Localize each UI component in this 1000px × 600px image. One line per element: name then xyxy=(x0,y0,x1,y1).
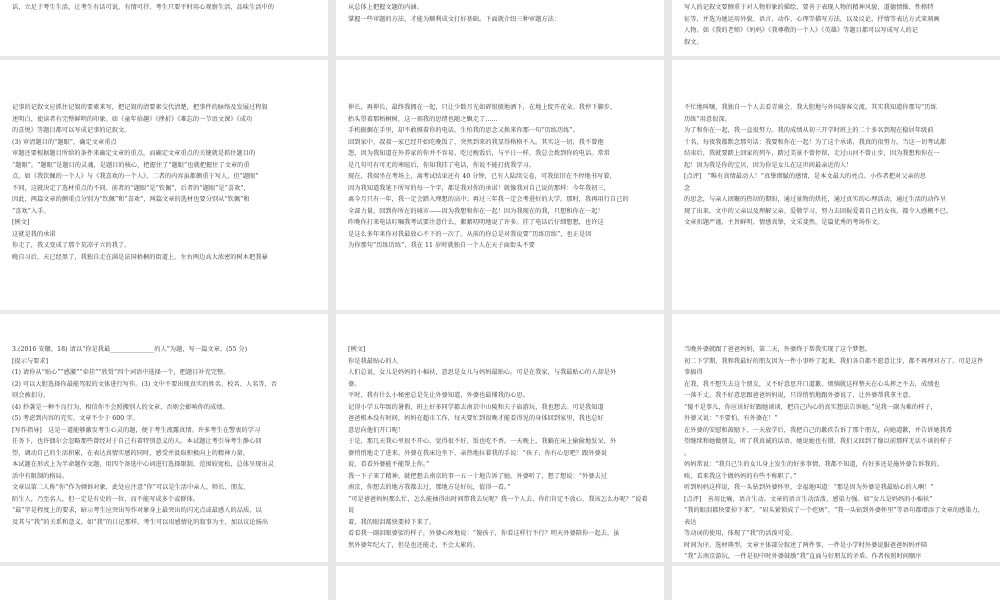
text-line: 陌生人，乃至名人，但一定是有史的一位，而不能写成多个或群体。 xyxy=(12,495,200,503)
text-line: 文章扣题严谨，主旨鲜明，情感真挚，文采斐然，是篇优秀的考场作文。 xyxy=(684,219,884,226)
text-line: “我的眼泪都快要掉下来”，“眉头紧锁成了一个疙瘩”，“我一头钻到外婆怀里”等语句都增添了文章的感染力，表达 xyxy=(684,507,984,526)
text-line: 等动词的使用，体现了“我”的活泼可爱。 xyxy=(684,530,797,537)
page-text xyxy=(348,314,652,551)
text-line: 不忙地叫嚷，我独自一个人去看青奥会，我大胆地与外国游客交流。其实我知道你那句“历练 xyxy=(684,104,937,111)
text-line: “最”字是程度上的要求，暗示考生应突出写作对象身上最突出的闪光点或最感人的品质，以 xyxy=(12,507,262,514)
text-line: (1) 请你从“贴心”“感激”“牵挂”“欣赏”四个词语中选择一个，把题目补充完整。 xyxy=(12,369,230,376)
text-line: 从总体上把握文题的内涵。 xyxy=(348,4,423,11)
text-line: 手机振掘在手里，却不敢摸着你的电话，生怕我的思念又换来你那一句“历练历练”。 xyxy=(348,127,579,134)
text-line: “喜欢”入手。 xyxy=(12,207,50,215)
page-r1-c1 xyxy=(0,0,328,56)
text-line: 人物。如《我的老师》《妈妈》《我尊敬的一个人》《英雄》等题目都可以写成写人的记 xyxy=(684,27,918,34)
page-text xyxy=(684,60,988,229)
text-line: 时间为序，选材典型。文章主体部分叙述了两件事，一件是小学时外婆说服爸爸妈妈并陪 xyxy=(684,541,928,549)
text-line: [提示与要求] xyxy=(12,357,49,365)
page-r2-c2 xyxy=(336,60,664,310)
text-line: 看看我一副泪眼婆娑的样子，外婆心疼地说：“傻孩子，你看这样行不行？明天外婆陪你一起去，虽 xyxy=(348,530,620,537)
text-line: 你是我最贴心的人 xyxy=(348,357,398,365)
text-line: 活中有限制的格局。 xyxy=(12,472,69,480)
text-line: 现了出来。文中的父亲以及理解父亲、爱敬学习，努力去回报爱着自己的女孩，都令人感概不已。 xyxy=(684,207,953,215)
page-r4-c3 xyxy=(672,566,1000,600)
page-r4-c1 xyxy=(0,566,328,600)
text-line: 婆。 xyxy=(348,380,361,388)
text-line: 记得小学五年级的暑假，班上好多同学都去南京中山陵和夫子庙游玩，我也想去。可是我知道 xyxy=(348,403,604,411)
text-line: 望，调动自己的生活积累，在表达真情实感的同时，感受并汲取积极向上的精神力量。 xyxy=(12,449,250,457)
text-line: [写作指导] 这是一道能够激发考生心灵的题，便于考生流露真情。许多考生在警衷的学习 xyxy=(12,426,261,434)
text-line: 唉，看来我这个做妈妈的有些不称职了。” xyxy=(684,472,797,480)
text-line: 任务下，也许偶尔会忽略那些曾经对于自己有着特别意义的人。本试题让考引导考生静心回 xyxy=(12,438,262,445)
page-r1-c3 xyxy=(672,0,1000,56)
text-line: 念 xyxy=(684,184,691,192)
text-line: 全部力量，回到你所在的城市——因为我想和你在一起！因为我现在的我，只想和你在一起！ xyxy=(348,207,604,215)
text-line: 是这么多年来你对我最放心不下的一次了。从前的你总是对我说要“历练历练”，也正是因 xyxy=(348,230,592,238)
text-line: “傻不是事儿，你应该好好跟她谈谈，把自己内心的真实想法告诉她。”见我一副为难的样子， xyxy=(684,403,937,411)
text-line: 抬头望着那梧桐树，这一刻我的思绪也随之飘走了…… xyxy=(348,115,498,123)
text-line: 点。如《我饮佩的一个人》与《我喜欢的一个人》，二者的内容虽都侧重于写人，但“题眼” xyxy=(12,173,259,180)
text-line: 的喜悦》等题目都可以写成记事的记叙文。 xyxy=(12,127,131,134)
text-line: 因此，两篇文章的侧重点分别为“钦佩”和“喜欢”，两篇文章的选材也要分别从“钦佩”和 xyxy=(12,196,250,203)
text-line: 着，我的眼泪都快要掉下来了。 xyxy=(348,518,436,526)
text-line: “题眼”。“题眼”是题目的灵魂，是题目的核心，把握住了“题眼”也就把握住了文章的重 xyxy=(12,161,250,169)
page-text xyxy=(12,0,316,14)
text-line: 当晚外婆就跟了爸爸妈妈，第二天，外婆终于帮我实现了这个梦想。 xyxy=(684,346,872,353)
text-line: 妈妈常说：“我自己生的女儿身上发生的好多事情，我都不知道，有好多还是施外婆告诉我的。 xyxy=(684,461,943,468)
text-line: 写人的记叙文要侧重于对人物形象的描绘，要善于表现人物的精神风貌、道德情操、性格特 xyxy=(684,4,934,11)
text-line: (3) 审清题目的“题眼”，确定文章重点 xyxy=(12,138,117,146)
page-r2-c3 xyxy=(672,60,1000,310)
page-r3-c3 xyxy=(672,314,1000,562)
text-line: 叙文。 xyxy=(684,38,703,46)
text-line: 记事的记叙文应抓住记叙的要素来写，把记叙的清要素交代清楚，把事件的脉络及发展过程叙 xyxy=(12,104,268,111)
page-r3-c1 xyxy=(0,314,328,562)
text-line: 外婆又说：“不要怕，有外婆在！” xyxy=(684,415,778,422)
text-line: 初二下学期，我和我最好的朋友因为一件小事吵了起来，我们各自都不愿意让步，都不再理对方了。可是这件事搞得 xyxy=(684,357,984,376)
text-line: 文章以第二人称“你”作为倾诉对象，此处应注意“你”可以是生活中亲人、师长、朋友、 xyxy=(12,484,250,491)
page-r1-c2 xyxy=(336,0,664,56)
text-line: 述明白，使读者有完整鲜明的印象。如《童年拾趣》《挫折》《难忘的一节语文课》《成功 xyxy=(12,115,253,123)
text-line: (2) 可以大胆选择你最能驾驭的文体进行写作。(3) 文中不要出现真实的姓名、校名、人名等，否 xyxy=(12,380,278,388)
page-text xyxy=(684,314,988,562)
text-line: 在我，我不想失去这个朋友，又不好意思开口道歉。烦恼就这样整天在心头挥之不去，成绩也 xyxy=(684,380,940,388)
text-line: 征等，并选为她运用外貌、语言、动作、心理等描写方法，以及议论、抒情等表达方式来刻画 xyxy=(684,15,940,23)
text-line: 3.(2016 安徽，18) 请以“你是我最______________的人”为题，写一篇文章。(55 分) xyxy=(12,346,248,353)
text-line: [例文] xyxy=(348,346,366,353)
text-line: 然外婆年纪大了，但是也还能走，不会太累的。 xyxy=(348,541,479,549)
page-text xyxy=(684,0,988,48)
text-line: 现在，我端坐在考场上，离考试结束还有 40 分钟，已有人陆续交卷，可我依旧在不停地书写着， xyxy=(348,173,616,180)
page-text xyxy=(348,0,652,25)
text-line: 。 xyxy=(684,449,691,457)
text-line: 望继续和她做朋友，听了我真诚的话语，她说她也有错，我们又回到了像以前那样无话不谈的样子 xyxy=(684,438,953,445)
text-line: 及其与“我”的关系和意义。如“我”的日记那样，考生可以用感情化的叙事为主，加以议论扬出 xyxy=(12,518,269,526)
text-line: 结束后，我就要踏上回家的列车，踏过美景不曾停留，走过山河不曾止步，因为我想和你在一 xyxy=(684,150,940,157)
text-line: 昨晚你打来电话叮嘱我考试要注意什么，絮絮叨叨地说了许多。挂了电话后仔细想想，也许这 xyxy=(348,219,604,226)
text-line: 是几句可有可无的寒暄后，你知我挂了电话，你说不能打扰我学习。 xyxy=(348,161,536,169)
text-line: 你走了，我又变成了那个荒凉孑立的我了。 xyxy=(12,242,131,249)
text-line: [点评] 善用比喻，语言生动。文章的语言生动活泼，感染力强。如“女儿是妈妈的小棉袄” xyxy=(684,495,933,503)
text-line: “可是爸爸妈妈那么忙，怎么能抽得出时间带我去玩呢？我一个人去，你们肯定不放心，我该怎么办呢？”说着说 xyxy=(348,495,648,514)
text-line: 于是，那几天我心里很不开心，觉得很不好，饭也吃不香。一天晚上，我躺在床上偷偷地发呆，外 xyxy=(348,438,617,445)
text-line: [点评] “唯有真情最动人！”真挚细腻的感情，是本文最大的亮点。小作者把对父亲的思 xyxy=(684,173,927,180)
text-line: 这就是我的承诺 xyxy=(12,230,56,238)
text-line: 平时，我有什么小秘密总是先让外婆知道，外婆也最懂我的心思。 xyxy=(348,392,529,399)
text-line: 晚自习后，天已经黑了，我独自走在满是法国梧桐的街道上。左右两边高大浓密的树木把我暴 xyxy=(12,253,268,261)
text-line: 回到家中，叔叔一家已经开始吃晚饭了，突然到来的我显得格格不入。其实这一切，我不曾抱 xyxy=(348,138,604,146)
text-line: 伸长，再伸长，最终我拥在一起，只让少数月光如碎银般地洒下，在地上绽开花朵。我停下脚步， xyxy=(348,104,617,111)
text-line: 南京，你想去的地方我都去过，那地方是好玩，值得一看。” xyxy=(348,484,511,491)
page-text xyxy=(12,314,316,528)
text-line: 婆悄悄地走了进来。外婆在我床边坐下，亲热地拉着我的手说：“孩子，你有心思吧？跟外婆说 xyxy=(348,449,607,457)
text-line: 掌握一些审题的方法，才能为顺利成文打好基础。下面就介绍三种审题方法： xyxy=(348,15,561,23)
text-line: 不同，这就决定了选材重点的不同。前者的“题眼”是“钦佩”，后者的“题眼”是“喜欢”， xyxy=(12,184,250,192)
text-line: 我一下子来了精神，就把想去南京的事一五一十地告诉了她。外婆听了，想了想说：“外婆去过 xyxy=(348,472,607,480)
text-line: 意思向他们开口呢！ xyxy=(348,426,405,434)
text-line: 审题还要根据题目所给的条件来确定文章的重点，而确定文章重点的关键就是抓住题目的 xyxy=(12,150,256,157)
text-line: 历练”用意很深。 xyxy=(684,115,731,123)
text-line: (4) 抄袭是一种不良行为，相信你不会照搬别人的文章，否则会影响你的成绩。 xyxy=(12,403,229,411)
text-line: 爸爸根本没有时间，妈妈在超市工作，每天要忙到很晚才能看得见的身体回到家里，我也总好 xyxy=(348,415,604,422)
text-line: 怨，因为我知道在外养家的你并不容易。吃过晚饭后，与平日一样，我总会拨到你的电话。常常 xyxy=(348,150,610,157)
text-line: 为你那句“历练历练”，我在 11 岁时就独自一个人在天子面街头不要 xyxy=(348,242,535,249)
page-r2-c1 xyxy=(0,60,328,310)
text-line: 在外婆的安慰和鼓励下，一天放学后，我把自己的歉疚告诉了那个朋友，向她道歉，并告诉她我希 xyxy=(684,426,953,434)
page-text xyxy=(12,60,316,263)
text-line: 说，看看外婆能不能帮上你。” xyxy=(348,461,430,468)
text-line: [例文] xyxy=(12,219,30,226)
text-line: 一落千丈。我不好意思跟爸爸妈妈说，只得悄悄地跟外婆说了，让外婆帮我拿主意。 xyxy=(684,392,915,399)
page-text xyxy=(348,60,652,252)
text-line: 的思念，与亲人团聚的热切的期盼，通过景物的烘托，通过真实的心理活动，通过生活的动作呈 xyxy=(684,196,946,203)
page-r3-c2 xyxy=(336,314,664,562)
text-line: 本试题在形式上为半命题作文题，用四个备选中心词进行选择限制，范围较宽松，总体呈现出灵 xyxy=(12,461,274,468)
page-r4-c2 xyxy=(336,566,664,600)
text-line: 人们总说，女儿是妈妈的小棉袄，意思是女儿与妈妈最贴心。可是在我家，与我最贴心的人却是外 xyxy=(348,369,617,376)
text-line: 为了和你在一起，我一直很努力。我的成绩从初三开学时班上的二十多名到现在稳居年级前 xyxy=(684,127,934,134)
text-line: 则会被扣分。 xyxy=(12,392,50,399)
text-line: “我”去南京游玩，一件是初中时外婆鼓励“我”直面与好朋友的矛盾。作者按照时间顺序 xyxy=(684,553,922,560)
text-line: 离今月只有一年，我一定会踏入理想的高中；再过三年我一定会考进好的大学。那时，我再用行自己的 xyxy=(348,196,629,203)
text-line: (5) 考虑到内容的充实，文章不少于 600 字。 xyxy=(12,415,139,422)
text-line: 听到妈妈这样说，我一头钻到外婆怀里，幸福地叫道：“那是因为外婆是我最贴心的人啊！” xyxy=(684,484,934,491)
text-line: 十名，每夜我都默念那句话：我要和你在一起！为了这个承诺，我真的很努力。当这一切考试都 xyxy=(684,138,946,146)
text-line: 起！因为我是你的宝贝，因为你是女儿在这世间最亲近的人！ xyxy=(684,161,853,169)
text-line: 因为我知道我笔下所写的每一个字，都是我对你的承诺！就像我对自己说的那样：今年我初三， xyxy=(348,184,610,192)
text-line: 话，立足于考生生活，让考生有话可说，有情可抒。考生只要平时用心观察生活，品味生活中的 xyxy=(12,4,274,11)
